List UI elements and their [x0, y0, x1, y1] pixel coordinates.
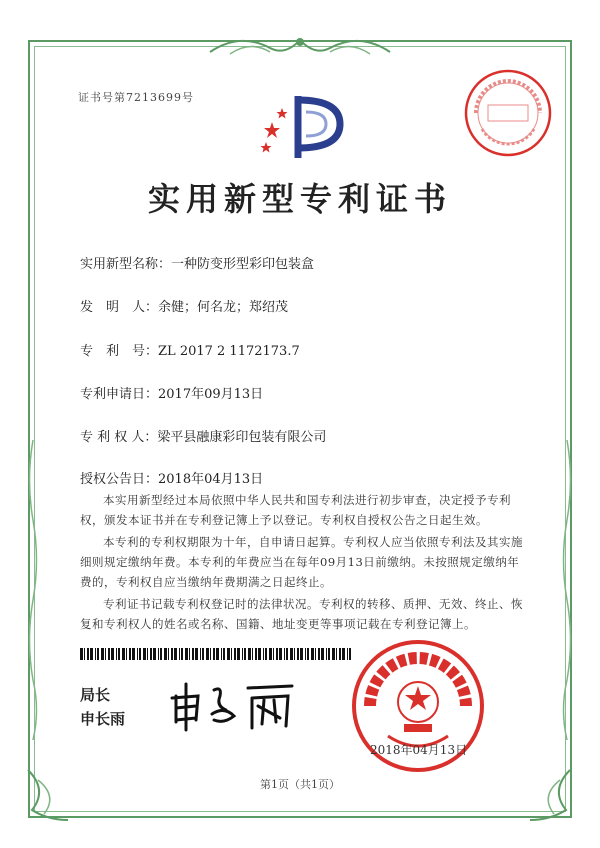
- barcode-bar: [284, 648, 285, 660]
- agency-stamp: [462, 67, 554, 159]
- left-vine-ornament: [26, 440, 40, 740]
- barcode-bar: [332, 648, 335, 660]
- body-paragraph: 专利证书记载专利权登记时的法律状况。专利权的转移、质押、无效、终止、恢复和专利权人的姓名或名称、国籍、地址变更等事项记载在专利登记簿上。: [80, 597, 523, 631]
- barcode-bar: [168, 648, 169, 660]
- barcode-bar: [210, 648, 211, 660]
- barcode-bar: [111, 648, 114, 660]
- certificate-title: 实用新型专利证书: [147, 180, 452, 218]
- field-value: 一种防变形型彩印包装盒: [171, 257, 315, 272]
- barcode-bar: [143, 648, 146, 660]
- barcode-bar: [174, 648, 177, 660]
- page-number: 第1页（共1页）: [260, 778, 340, 791]
- barcode-bar: [252, 648, 253, 660]
- barcode-bar: [237, 648, 240, 660]
- barcode-bar: [294, 648, 295, 660]
- barcode-bar: [297, 648, 299, 660]
- barcode-bar: [202, 648, 204, 660]
- field-inventors: [80, 296, 288, 315]
- field-label: 专 利 号：: [80, 344, 159, 359]
- field-utility-model-name: [80, 253, 314, 272]
- field-value: ZL 2017 2 1172173.7: [158, 344, 300, 359]
- barcode-bar: [213, 648, 215, 660]
- handwritten-signature: [168, 676, 298, 732]
- director-name: 申长雨: [80, 710, 126, 728]
- barcode-bar: [84, 648, 85, 660]
- barcode-bar: [132, 648, 135, 660]
- barcode-bar: [189, 648, 190, 660]
- barcode-bar: [234, 648, 236, 660]
- field-value: 余健；何名龙；郑绍茂: [158, 300, 289, 315]
- barcode-bar: [258, 648, 261, 660]
- barcode-bar: [279, 648, 282, 660]
- barcode-bar: [101, 648, 104, 660]
- barcode-bar: [311, 648, 314, 660]
- patent-office-logo: [258, 92, 348, 164]
- barcode-bar: [305, 648, 306, 660]
- barcode-bar: [108, 648, 110, 660]
- barcode-bar: [307, 648, 309, 660]
- barcode-bar: [160, 648, 162, 660]
- field-grant-date: [80, 468, 263, 487]
- barcode-bar: [227, 648, 230, 660]
- field-value: 2017年09月13日: [158, 387, 264, 402]
- barcode-bar: [126, 648, 127, 660]
- barcode-bar: [137, 648, 138, 660]
- barcode-bar: [116, 648, 117, 660]
- barcode-bar: [158, 648, 159, 660]
- barcode-bar: [276, 648, 278, 660]
- seal-date: 2018年04月13日: [370, 743, 468, 757]
- barcode-bar: [255, 648, 257, 660]
- barcode-bar: [185, 648, 188, 660]
- barcode-bar: [122, 648, 125, 660]
- left-ornament: [18, 760, 78, 830]
- barcode-bar: [139, 648, 141, 660]
- barcode-bar: [147, 648, 148, 660]
- barcode-bar: [206, 648, 209, 660]
- director-title: 局长: [80, 686, 111, 704]
- barcode-bar: [223, 648, 225, 660]
- field-label: 专利申请日：: [80, 387, 159, 402]
- field-label: 实用新型名称：: [80, 257, 172, 272]
- barcode-bar: [242, 648, 243, 660]
- field-patent-number: [80, 340, 300, 359]
- barcode-bar: [153, 648, 156, 660]
- barcode-bar: [200, 648, 201, 660]
- field-label: 授权公告日：: [80, 472, 159, 487]
- certificate-body: [80, 490, 528, 636]
- barcode-bar: [171, 648, 173, 660]
- barcode: [80, 648, 352, 660]
- field-patentee: [80, 426, 326, 445]
- barcode-bar: [118, 648, 120, 660]
- barcode-bar: [97, 648, 99, 660]
- barcode-bar: [87, 648, 89, 660]
- barcode-bar: [326, 648, 327, 660]
- barcode-bar: [192, 648, 194, 660]
- barcode-bar: [328, 648, 330, 660]
- barcode-bar: [263, 648, 264, 660]
- barcode-bar: [179, 648, 180, 660]
- certificate-number: 证书号第7213699号: [78, 91, 194, 104]
- barcode-bar: [286, 648, 288, 660]
- barcode-bar: [342, 648, 345, 660]
- barcode-bar: [231, 648, 232, 660]
- body-paragraph: 本专利的专利权期限为十年，自申请日起算。专利权人应当依照专利法及其实施细则规定缴纳年费。本专利的年费应当在每年09月13日前缴纳。未按照规定缴纳年费的，专利权自应当缴纳年费期满之日起终止。: [80, 535, 523, 589]
- barcode-bar: [248, 648, 251, 660]
- barcode-bar: [318, 648, 320, 660]
- field-application-date: [80, 383, 263, 402]
- barcode-bar: [265, 648, 267, 660]
- barcode-bar: [273, 648, 274, 660]
- barcode-bar: [129, 648, 131, 660]
- barcode-bar: [105, 648, 106, 660]
- top-ornament: [200, 30, 400, 64]
- barcode-bar: [290, 648, 293, 660]
- barcode-bar: [181, 648, 183, 660]
- barcode-bar: [221, 648, 222, 660]
- barcode-bar: [90, 648, 93, 660]
- barcode-bar: [80, 648, 83, 660]
- barcode-bar: [300, 648, 303, 660]
- field-value: 梁平县融康彩印包装有限公司: [157, 430, 327, 445]
- right-ornament: [520, 760, 580, 830]
- body-paragraph: 本实用新型经过本局依照中华人民共和国专利法进行初步审查，决定授予专利权，颁发本证书并在专利登记簿上予以登记。专利权自授权公告之日起生效。: [80, 493, 511, 527]
- barcode-bar: [164, 648, 167, 660]
- barcode-bar: [321, 648, 324, 660]
- field-label: 发 明 人：: [80, 300, 159, 315]
- barcode-bar: [95, 648, 96, 660]
- barcode-bar: [336, 648, 337, 660]
- field-value: 2018年04月13日: [158, 472, 264, 487]
- barcode-bar: [339, 648, 341, 660]
- barcode-bar: [216, 648, 219, 660]
- barcode-bar: [244, 648, 246, 660]
- barcode-bar: [195, 648, 198, 660]
- barcode-bar: [315, 648, 316, 660]
- right-vine-ornament: [560, 440, 574, 740]
- barcode-bar: [269, 648, 272, 660]
- barcode-bar: [150, 648, 152, 660]
- field-label: 专 利 权 人：: [80, 430, 158, 445]
